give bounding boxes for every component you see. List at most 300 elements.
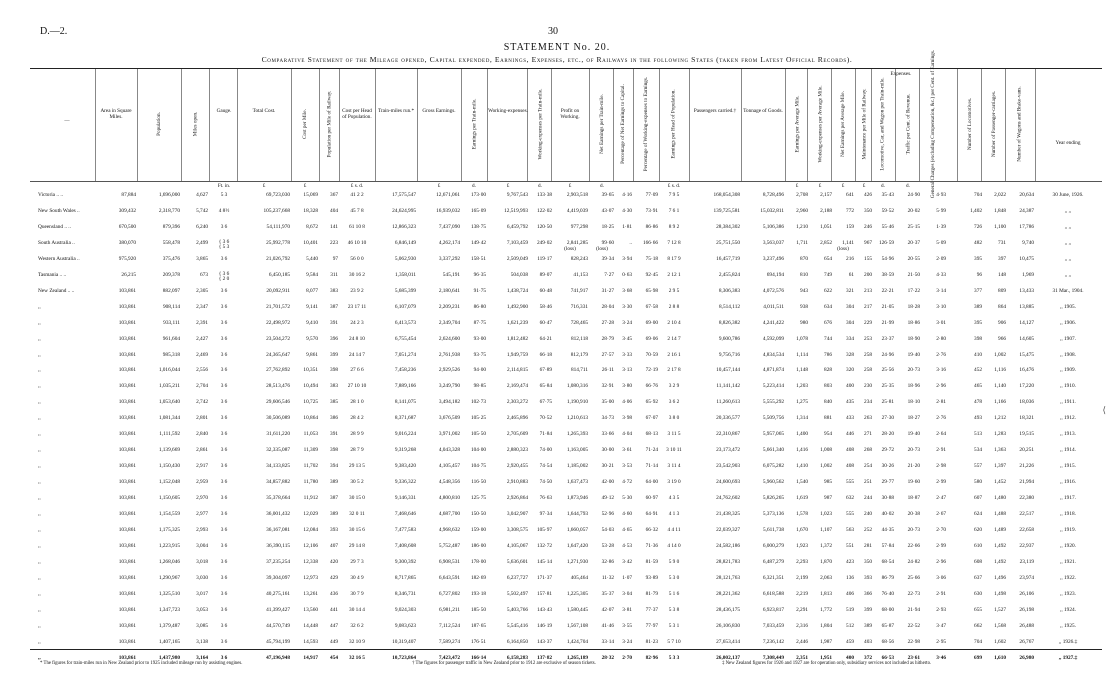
cell-passengers: 9,600,786 (718, 335, 740, 342)
cell-net-per-train-mile: 33·66 (601, 431, 614, 438)
cell-net-avg-mileage: 320 (846, 367, 854, 374)
cell-earn-avg-mileage: 2,351 (796, 654, 808, 661)
cell-we-avg-mileage: 985 (824, 479, 832, 486)
cell-cost-per-head: 32 10 9 (349, 638, 365, 645)
cell-cost-per-head: 41 2 2 (350, 192, 364, 198)
cell-population: 1,379,487 (158, 622, 180, 629)
cell-cost-per-mile: 12,338 (303, 558, 318, 565)
cell-passengers: 11,141,142 (716, 383, 740, 390)
cell-traffic-pct: 20·55 (907, 255, 920, 262)
cell-general-charges: 4·93 (936, 192, 946, 198)
cell-year-ending: ,, 1927.‡ (1058, 654, 1078, 661)
cell-miles-open: 2,499 (196, 239, 208, 246)
cell-we-per-train-mile: 70·52 (539, 415, 552, 422)
cell-maint-way: 268 (864, 447, 872, 454)
cell-maint-way: 251 (864, 479, 872, 486)
cell-tonnage: 4,241,422 (762, 319, 784, 326)
cell-working-expenses: 6,158,283 (506, 654, 528, 661)
cell-total-cost: 22,498,972 (266, 319, 290, 326)
cell-total-cost: 36,167,081 (266, 526, 290, 533)
cell-total-cost: 35,378,664 (266, 495, 290, 502)
cell-pass-carriages: 1,496 (994, 574, 1006, 581)
cell-general-charges: 2·91 (936, 447, 946, 454)
cell-cost-per-mile: 15,069 (303, 192, 318, 198)
cell-earn-per-train-mile: 94·00 (473, 367, 486, 374)
cell-we-avg-mileage: 840 (824, 399, 832, 406)
cell-passengers: 26,106,830 (716, 622, 740, 629)
cell-passengers: 10,457,144 (716, 367, 740, 374)
cell-train-miles: 17,575,547 (392, 192, 416, 198)
cell-maint-way: 426 (864, 192, 872, 198)
cell-passengers: 24,762,602 (716, 495, 740, 502)
cell-pass-carriages: 1,527 (994, 606, 1006, 613)
cell-gauge: 3 6 (220, 223, 228, 230)
cell-wagons: 22,517 (1019, 511, 1034, 517)
cell-year-ending: ,, ,, (1064, 255, 1072, 262)
cell-earn-avg-mileage: 1,400 (796, 431, 808, 438)
cell-net-avg-mileage: 408 (846, 447, 854, 454)
cell-wagons: 16,476 (1019, 367, 1034, 374)
cell-loco-car: 25·81 (881, 399, 894, 406)
cell-population: 908,114 (162, 303, 180, 310)
cell-train-miles: 5,685,399 (394, 287, 416, 294)
cell-earn-per-head: 3 10 11 (666, 447, 682, 454)
cell-state: ,, (38, 526, 41, 533)
cell-miles-open: 3,865 (196, 255, 208, 262)
cell-traffic-pct: 24·82 (907, 558, 920, 565)
cell-pass-carriages: 1,116 (994, 367, 1006, 374)
cell-train-miles: 9,016,224 (394, 431, 416, 438)
cell-traffic-pct: 20·73 (907, 447, 920, 454)
cell-earn-avg-mileage: 1,314 (796, 415, 808, 422)
cell-earn-per-head: 2 17 8 (667, 367, 681, 374)
cell-tonnage: 5,826,265 (762, 495, 784, 502)
cell-cost-per-head: 30 15 6 (349, 526, 365, 533)
cell-earn-avg-mileage: 938 (800, 303, 808, 310)
cell-earn-per-train-mile: 87·75 (473, 319, 486, 326)
cell-gauge: 5 3 (220, 192, 228, 198)
cell-pass-carriages: 1,498 (994, 590, 1006, 597)
cell-population: 1,081,344 (158, 415, 180, 422)
unit-gross-earnings: £ (437, 183, 441, 189)
cell-loco-car: 44·35 (881, 526, 894, 533)
cell-total-cost: 69,723,030 (266, 192, 290, 198)
cell-gross-earnings: 3,676,509 (438, 415, 460, 422)
header-top-rule (30, 68, 1102, 69)
cell-locomotives: 96 (976, 271, 982, 278)
cell-pop-per-mile: 407 (330, 542, 338, 549)
cell-wagons: 21,994 (1019, 479, 1034, 486)
cell-state: ,, (38, 479, 41, 486)
cell-gauge: 3 6 (220, 590, 228, 597)
cell-pct-net-capital: .. (629, 239, 632, 246)
cell-gauge: 3 6 (220, 351, 228, 358)
cell-total-cost: 45,794,199 (266, 638, 290, 645)
cell-maint-way: 155 (864, 255, 872, 262)
header-traffic-pct (896, 75, 920, 173)
cell-cost-per-mile: 5,440 (306, 255, 318, 262)
cell-working-expenses: 5,545,416 (506, 622, 528, 629)
cell-total-cost: 39,304,097 (266, 574, 290, 581)
header-label: Working-expenses per Average Mile. (817, 85, 824, 163)
cell-pct-we-earnings: 92·45 (645, 271, 658, 278)
cell-working-expenses: 2,910,883 (506, 479, 528, 486)
cell-net-avg-mileage: 772 (846, 207, 854, 214)
cell-we-avg-mileage: 1,772 (820, 606, 832, 613)
cell-we-avg-mileage: 954 (824, 431, 832, 438)
cell-pop-per-mile: 223 (330, 239, 338, 246)
cell-earn-per-train-mile: 86·80 (473, 303, 486, 310)
cell-pct-net-capital: 3·33 (622, 351, 632, 358)
cell-area: 103,861 (118, 654, 136, 661)
cell-pct-we-earnings: 66·32 (645, 526, 658, 533)
cell-passengers: 28,384,302 (716, 223, 740, 230)
cell-net-per-train-mile: 43·07 (601, 207, 614, 214)
cell-working-expenses: 1,438,724 (506, 287, 528, 294)
cell-gauge: 4 8½ (218, 207, 230, 214)
cell-we-per-train-mile: 105·97 (536, 526, 552, 533)
cell-locomotives: 395 (974, 255, 982, 262)
cell-tonnage: 5,555,292 (762, 399, 784, 406)
cell-cost-per-mile: 10,494 (303, 383, 318, 390)
header-area: Area in Square Miles. (100, 108, 132, 120)
cell-we-per-train-mile: 146·19 (536, 622, 552, 629)
cell-profit: 4,419,039 (566, 207, 588, 214)
cell-pop-per-mile: 391 (330, 431, 338, 438)
cell-general-charges: 2·99 (936, 479, 946, 486)
cell-working-expenses: 1,621,239 (506, 319, 528, 326)
cell-cost-per-head: 45 7 8 (350, 207, 364, 214)
cell-pop-per-mile: 441 (330, 606, 338, 613)
table-row (0, 447, 1114, 455)
header-label: General Charges (excluding Compensation, &c.) per Cent. of Earnings. (930, 49, 937, 199)
cell-general-charges: 2·96 (936, 383, 946, 390)
cell-pop-per-mile: 383 (330, 287, 338, 294)
cell-locomotives: 377 (974, 287, 982, 294)
header-label: Population. (156, 112, 162, 136)
cell-earn-per-head: 2 8 8 (668, 303, 680, 310)
header-label: Miles open. (192, 111, 198, 137)
cell-earn-per-train-mile: 150·50 (470, 511, 486, 517)
cell-cost-per-head: 28 7 9 (350, 447, 364, 454)
cell-earn-per-head: 2 16 1 (667, 351, 681, 358)
cell-net-avg-mileage: 136 (846, 574, 854, 581)
cell-total-cost: 47,196,948 (266, 654, 290, 661)
cell-earn-avg-mileage: 1,578 (796, 511, 808, 517)
cell-year-ending: ,, ,, (1064, 223, 1072, 230)
header-gauge: Gauge. (216, 108, 232, 114)
cell-working-expenses: 2,920,455 (506, 463, 528, 470)
cell-tonnage: 6,487,279 (762, 558, 784, 565)
cell-gauge: 3 6 (220, 526, 228, 533)
header-pop-per-mile (320, 75, 338, 173)
cell-area: 103,861 (118, 606, 136, 613)
cell-cost-per-head: 61 10 8 (349, 223, 365, 230)
cell-maint-way: 271 (864, 431, 872, 438)
cell-we-avg-mileage: 1,008 (820, 447, 832, 454)
unit-net-avg-mileage: £ (841, 183, 845, 189)
cell-earn-per-head: 3 2 9 (668, 383, 680, 390)
cell-general-charges: 3·10 (936, 303, 946, 310)
cell-tonnage: 6,923,817 (762, 606, 784, 613)
cell-earn-per-train-mile: 125·75 (470, 495, 486, 502)
cell-net-per-train-mile: 39·65 (601, 192, 614, 198)
cell-total-cost: 20,092,911 (266, 287, 290, 294)
header-bottom-rule (30, 181, 1102, 182)
cell-state: Queensland .. .. (38, 223, 71, 230)
cell-profit: 1,185,002 (566, 463, 588, 470)
cell-cost-per-head: 24 14 7 (349, 351, 365, 358)
cell-loco-car: 27·30 (881, 415, 894, 422)
cell-gauge: 3 6 (220, 287, 228, 294)
cell-gauge: 3 6 (220, 654, 228, 661)
cell-pass-carriages: 1,452 (994, 479, 1006, 486)
cell-passengers: 28,221,362 (716, 590, 740, 597)
cell-earn-per-head: 7 9 5 (668, 192, 680, 198)
cell-pass-carriages: 966 (998, 335, 1006, 342)
unit-earn-per-head: £ s. d. (667, 183, 681, 189)
cell-net-avg-mileage: 216 (846, 255, 854, 262)
cell-traffic-pct: 24·90 (907, 192, 920, 198)
cell-pct-we-earnings: 77·09 (645, 192, 658, 198)
cell-general-charges: 2·99 (936, 542, 946, 549)
cell-profit: 1,080,316 (566, 383, 588, 390)
cell-gross-earnings: 6,908,531 (438, 558, 460, 565)
cell-wagons: 17,786 (1019, 223, 1034, 230)
gauge-value: { 2 0 (218, 275, 230, 282)
cell-locomotives: 624 (974, 511, 982, 517)
cell-maint-way: 281 (864, 542, 872, 549)
cell-population: 1,016,044 (158, 367, 180, 374)
cell-cost-per-mile: 9,570 (306, 335, 318, 342)
cell-tonnage: 5,960,562 (762, 479, 784, 486)
cell-earn-per-train-mile: 104·00 (470, 447, 486, 454)
cell-gross-earnings: 7,112,524 (439, 622, 460, 629)
cell-pct-net-capital: 3·94 (622, 255, 632, 262)
cell-we-per-train-mile: 143·37 (536, 638, 552, 645)
cell-earn-per-train-mile: 102·73 (470, 399, 486, 406)
cell-net-avg-mileage: 406 (846, 590, 854, 597)
cell-gross-earnings: 4,968,632 (438, 526, 460, 533)
cell-cost-per-mile: 14,448 (303, 622, 318, 629)
cell-state: ,, (38, 542, 41, 549)
cell-locomotives: 389 (974, 303, 982, 310)
cell-earn-avg-mileage: 2,446 (796, 638, 808, 645)
cell-tonnage: 694,194 (766, 271, 784, 278)
cell-net-per-train-mile: 30·21 (601, 463, 614, 470)
cell-general-charges: 5·09 (936, 239, 946, 246)
cell-wagons: 23,974 (1019, 574, 1034, 581)
cell-cost-per-mile: 12,084 (303, 526, 318, 533)
cell-pct-we-earnings: 77·37 (645, 606, 658, 613)
cell-tonnage: 7,033,459 (762, 622, 784, 629)
cell-general-charges: 3·06 (936, 574, 946, 581)
cell-miles-open: 5,742 (196, 207, 208, 214)
cell-cost-per-mile: 14,917 (303, 654, 318, 661)
cell-earn-per-head: 8 17 9 (667, 255, 681, 262)
cell-year-ending: ,, 1917. (1060, 495, 1076, 502)
cell-maint-way: 213 (864, 287, 872, 294)
cell-profit: 1,265,189 (566, 654, 588, 661)
cell-loco-car: 30·26 (881, 463, 894, 470)
cell-pop-per-mile: 141 (330, 223, 338, 230)
cell-pct-net-capital: 3·42 (622, 558, 632, 565)
cell-cost-per-head: 24 8 10 (349, 335, 365, 342)
cell-working-expenses: 2,705,609 (506, 431, 528, 438)
cell-locomotives: 610 (974, 542, 982, 549)
cell-gauge: 3 6 (220, 367, 228, 374)
cell-train-miles: 6,846,149 (394, 239, 416, 246)
cell-loco-car: 35·43 (881, 192, 894, 198)
cell-total-cost: 24,365,647 (266, 351, 290, 358)
cell-gauge: 3 6 (220, 622, 228, 629)
cell-pct-we-earnings: 71·14 (645, 463, 658, 470)
cell-pass-carriages: 731 (998, 239, 1006, 246)
cell-gross-earnings: 6,727,802 (438, 590, 460, 597)
cell-year-ending: ,, 1909. (1060, 367, 1076, 374)
cell-cost-per-mile: 10,351 (303, 367, 318, 374)
cell-wagons: 1,969 (1022, 271, 1034, 278)
header-label: Number of Wagons and Brake-vans. (1017, 86, 1023, 162)
cell-area: 103,861 (118, 287, 136, 294)
cell-cost-per-head: 27 10 10 (347, 383, 367, 390)
cell-area: 975,920 (118, 255, 136, 262)
cell-net-avg-mileage: 555 (846, 479, 854, 486)
cell-wagons: 15,475 (1019, 351, 1034, 358)
cell-miles-open: 3,085 (196, 622, 208, 629)
cell-population: 1,150,430 (158, 463, 180, 470)
cell-traffic-pct: 25·66 (907, 574, 920, 581)
cell-locomotives: 726 (974, 223, 982, 230)
cell-wagons: 26,488 (1019, 622, 1034, 629)
cell-cost-per-head: 30 5 2 (350, 479, 364, 486)
cell-cost-per-head: 32 6 2 (350, 622, 364, 629)
cell-pct-we-earnings: 75·18 (645, 255, 658, 262)
cell-loco-car: 25·56 (881, 367, 894, 374)
cell-pct-net-capital: 0·63 (622, 271, 632, 278)
header-earn-per-train-mile (462, 75, 486, 173)
cell-pass-carriages: 1,848 (994, 207, 1006, 214)
cell-area: 103,861 (118, 303, 136, 310)
cell-pop-per-mile: 386 (330, 415, 338, 422)
cell-pass-carriages: 1,212 (994, 415, 1006, 422)
cell-traffic-pct: 20·73 (907, 526, 920, 533)
cell-pop-per-mile: 447 (330, 622, 338, 629)
cell-train-miles: 7,408,608 (394, 542, 416, 549)
cell-wagons: 22,937 (1019, 542, 1034, 549)
cell-maint-way: 399 (864, 606, 872, 613)
cell-loco-car: 86·79 (881, 574, 894, 581)
cell-miles-open: 2,347 (196, 303, 208, 310)
expenses-group-label: Expenses. (890, 71, 912, 77)
cell-area: 380,070 (118, 239, 136, 246)
cell-pct-we-earnings: 68·13 (645, 431, 658, 438)
cell-we-per-train-mile: 120·50 (536, 223, 552, 230)
cell-loco-car: 40·02 (881, 511, 894, 517)
cell-tonnage: 4,011,511 (763, 303, 784, 310)
cell-earn-per-train-mile: 105·50 (470, 431, 486, 438)
cell-total-cost: 29,606,546 (266, 399, 290, 406)
cell-loco-car: 25·35 (881, 383, 894, 390)
cell-loco-car: 68·00 (881, 606, 894, 613)
cell-cost-per-mile: 9,410 (306, 319, 318, 326)
cell-profit: 1,424,704 (566, 638, 588, 645)
cell-pass-carriages: 1,480 (994, 495, 1006, 502)
gauge-value: { 3 6 (218, 238, 230, 245)
header-tonnage: Tonnage of Goods. (743, 108, 783, 114)
cell-profit: 1,163,005 (566, 447, 588, 454)
cell-miles-open: 2,977 (196, 511, 208, 517)
header-working-expenses: Working-expenses. (488, 108, 528, 114)
cell-profit: 1,647,420 (566, 542, 588, 549)
table-row (0, 463, 1114, 471)
cell-area: 103,861 (118, 511, 136, 517)
cell-year-ending: ,, 1907. (1060, 335, 1076, 342)
cell-pct-net-capital: 4·60 (622, 511, 632, 517)
header-column-divider (689, 69, 690, 181)
cell-earn-per-head: 3 6 2 (668, 399, 680, 406)
cell-pct-we-earnings: 73·91 (645, 207, 658, 214)
cell-pct-we-earnings: 60·97 (645, 495, 658, 502)
cell-gross-earnings: 4,687,700 (438, 511, 460, 517)
cell-net-per-train-mile: 28·04 (601, 303, 614, 310)
cell-earn-avg-mileage: 1,923 (796, 542, 808, 549)
cell-net-avg-mileage: 551 (846, 542, 854, 549)
cell-population: 882,097 (162, 287, 180, 294)
cell-loco-car: 68·56 (881, 638, 894, 645)
unit-cost-per-mile: £ (303, 183, 307, 189)
cell-net-avg-mileage: 435 (846, 399, 854, 406)
cell-locomotives: 452 (974, 367, 982, 374)
cell-maint-way: 234 (864, 399, 872, 406)
cell-pct-we-earnings: 77·97 (645, 622, 658, 629)
cell-area: 103,861 (118, 526, 136, 533)
cell-pass-carriages: 397 (998, 255, 1006, 262)
cell-gauge: 3 6 (220, 606, 228, 613)
cell-total-cost: 28,513,476 (266, 383, 290, 390)
cell-passengers: 20,336,577 (716, 415, 740, 422)
cell-gauge: 3 6 (220, 383, 228, 390)
cell-net-avg-mileage: 1,141 (loss) (832, 240, 854, 252)
cell-traffic-pct: 19·60 (907, 479, 920, 486)
cell-state: ,, (38, 558, 41, 565)
cell-maint-way: 350 (864, 558, 872, 565)
cell-we-avg-mileage: 1,951 (820, 654, 832, 661)
cell-pass-carriages: 1,283 (994, 431, 1006, 438)
header-column-divider (237, 69, 238, 181)
header-train-miles: Train-miles run.* (377, 108, 415, 114)
cell-miles-open: 2,742 (196, 399, 208, 406)
header-total-cost: Total Cost. (252, 108, 276, 114)
cell-pass-carriages: 1,489 (994, 526, 1006, 533)
cell-net-avg-mileage: 61 (848, 271, 854, 278)
cell-pct-we-earnings: 81·23 (645, 638, 658, 645)
cell-state: ,, (38, 463, 41, 470)
cell-loco-car: 30·88 (881, 495, 894, 502)
cell-net-per-train-mile: 31·27 (601, 287, 614, 294)
cell-population: 1,053,640 (158, 399, 180, 406)
cell-traffic-pct: 22·73 (907, 590, 920, 597)
cell-earn-avg-mileage: 2,708 (796, 192, 808, 198)
cell-train-miles: 10,319,407 (392, 638, 416, 645)
cell-earn-avg-mileage: 943 (800, 287, 808, 294)
cell-pass-carriages: 1,568 (994, 622, 1006, 629)
cell-net-avg-mileage: 459 (846, 638, 854, 645)
cell-gauge: 3 6 (220, 638, 228, 645)
cell-passengers: 11,260,613 (716, 399, 740, 406)
cell-earn-per-train-mile: 178·00 (470, 558, 486, 565)
cell-state: New South Wales .. (38, 207, 80, 214)
